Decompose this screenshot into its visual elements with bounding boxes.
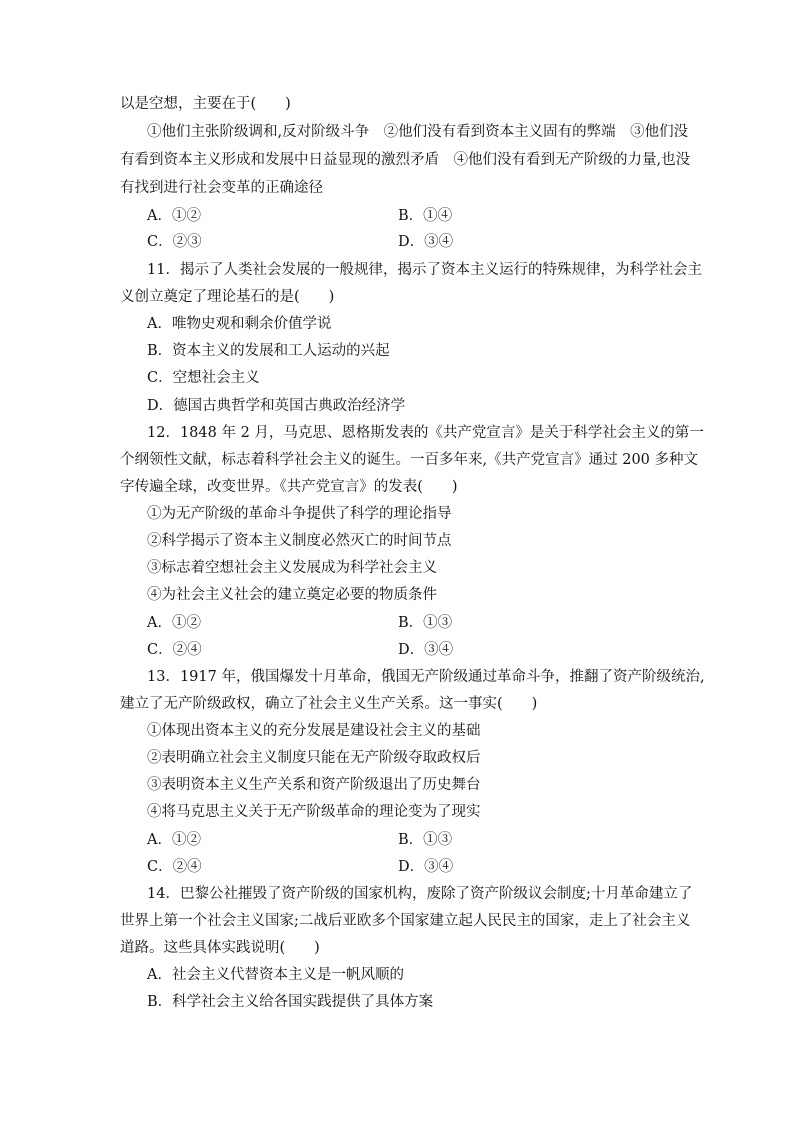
q11-stem-line-2: 义创立奠定了理论基石的是( ) bbox=[120, 289, 335, 305]
q12-option-d: D．③④ bbox=[398, 642, 454, 658]
q13-option-b: B．①③ bbox=[398, 832, 453, 848]
q10-stem-line-1: 以是空想，主要在于( ) bbox=[120, 96, 291, 112]
q12-stem-line-2: 个纲领性文献，标志着科学社会主义的诞生。一百多年来,《共产党宣言》通过 200 多种文 bbox=[120, 452, 698, 468]
q13-statement-2: ②表明确立社会主义制度只能在无产阶级夺取政权后 bbox=[147, 750, 481, 766]
q13-stem-line-2: 建立了无产阶级政权，确立了社会主义生产关系。这一事实( ) bbox=[120, 696, 538, 712]
q10-statements-line-2: 有看到资本主义形成和发展中日益显现的激烈矛盾 ④他们没有看到无产阶级的力量,也没 bbox=[120, 152, 691, 168]
q13-option-d: D．③④ bbox=[398, 859, 454, 875]
q14-stem-line-1: 14．巴黎公社摧毁了资产阶级的国家机构，废除了资产阶级议会制度;十月革命建立了 bbox=[147, 886, 693, 902]
q13-option-a: A．①② bbox=[147, 832, 201, 848]
q11-option-c: C．空想社会主义 bbox=[147, 370, 260, 386]
q13-stem-line-1: 13．1917 年，俄国爆发十月革命，俄国无产阶级通过革命斗争，推翻了资产阶级统治, bbox=[147, 669, 705, 685]
q12-statement-4: ④为社会主义社会的建立奠定必要的物质条件 bbox=[147, 587, 437, 603]
q11-stem-line-1: 11．揭示了人类社会发展的一般规律，揭示了资本主义运行的特殊规律，为科学社会主 bbox=[147, 262, 702, 278]
q13-statement-4: ④将马克思主义关于无产阶级革命的理论变为了现实 bbox=[147, 804, 481, 820]
q11-option-d: D．德国古典哲学和英国古典政治经济学 bbox=[147, 398, 406, 414]
q12-statement-2: ②科学揭示了资本主义制度必然灭亡的时间节点 bbox=[147, 533, 452, 549]
q10-option-c: C．②③ bbox=[147, 234, 202, 250]
q14-stem-line-2: 世界上第一个社会主义国家;二战后亚欧多个国家建立起人民民主的国家，走上了社会主义 bbox=[120, 913, 691, 929]
q13-statement-3: ③表明资本主义生产关系和资产阶级退出了历史舞台 bbox=[147, 777, 481, 793]
q10-statements-line-3: 有找到进行社会变革的正确途径 bbox=[120, 180, 323, 196]
q14-option-a: A．社会主义代替资本主义是一帆风顺的 bbox=[147, 967, 404, 983]
q14-stem-line-3: 道路。这些具体实践说明( ) bbox=[120, 940, 320, 956]
q12-option-c: C．②④ bbox=[147, 642, 202, 658]
q10-option-d: D．③④ bbox=[398, 234, 454, 250]
q11-option-a: A．唯物史观和剩余价值学说 bbox=[147, 316, 332, 332]
q13-option-c: C．②④ bbox=[147, 859, 202, 875]
q12-statement-3: ③标志着空想社会主义发展成为科学社会主义 bbox=[147, 560, 437, 576]
q12-stem-line-1: 12．1848 年 2 月，马克思、恩格斯发表的《共产党宣言》是关于科学社会主义的第一 bbox=[147, 425, 704, 441]
q14-option-b: B．科学社会主义给各国实践提供了具体方案 bbox=[147, 994, 434, 1010]
q13-statement-1: ①体现出资本主义的充分发展是建设社会主义的基础 bbox=[147, 723, 481, 739]
q12-statement-1: ①为无产阶级的革命斗争提供了科学的理论指导 bbox=[147, 506, 452, 522]
q12-option-a: A．①② bbox=[147, 615, 201, 631]
q11-option-b: B．资本主义的发展和工人运动的兴起 bbox=[147, 343, 390, 359]
q10-option-a: A．①② bbox=[147, 208, 201, 224]
q10-option-b: B．①④ bbox=[398, 208, 453, 224]
q12-stem-line-3: 字传遍全球，改变世界。《共产党宣言》的发表( ) bbox=[120, 479, 458, 495]
q10-statements-line-1: ①他们主张阶级调和,反对阶级斗争 ②他们没有看到资本主义固有的弊端 ③他们没 bbox=[147, 124, 689, 140]
q12-option-b: B．①③ bbox=[398, 615, 453, 631]
